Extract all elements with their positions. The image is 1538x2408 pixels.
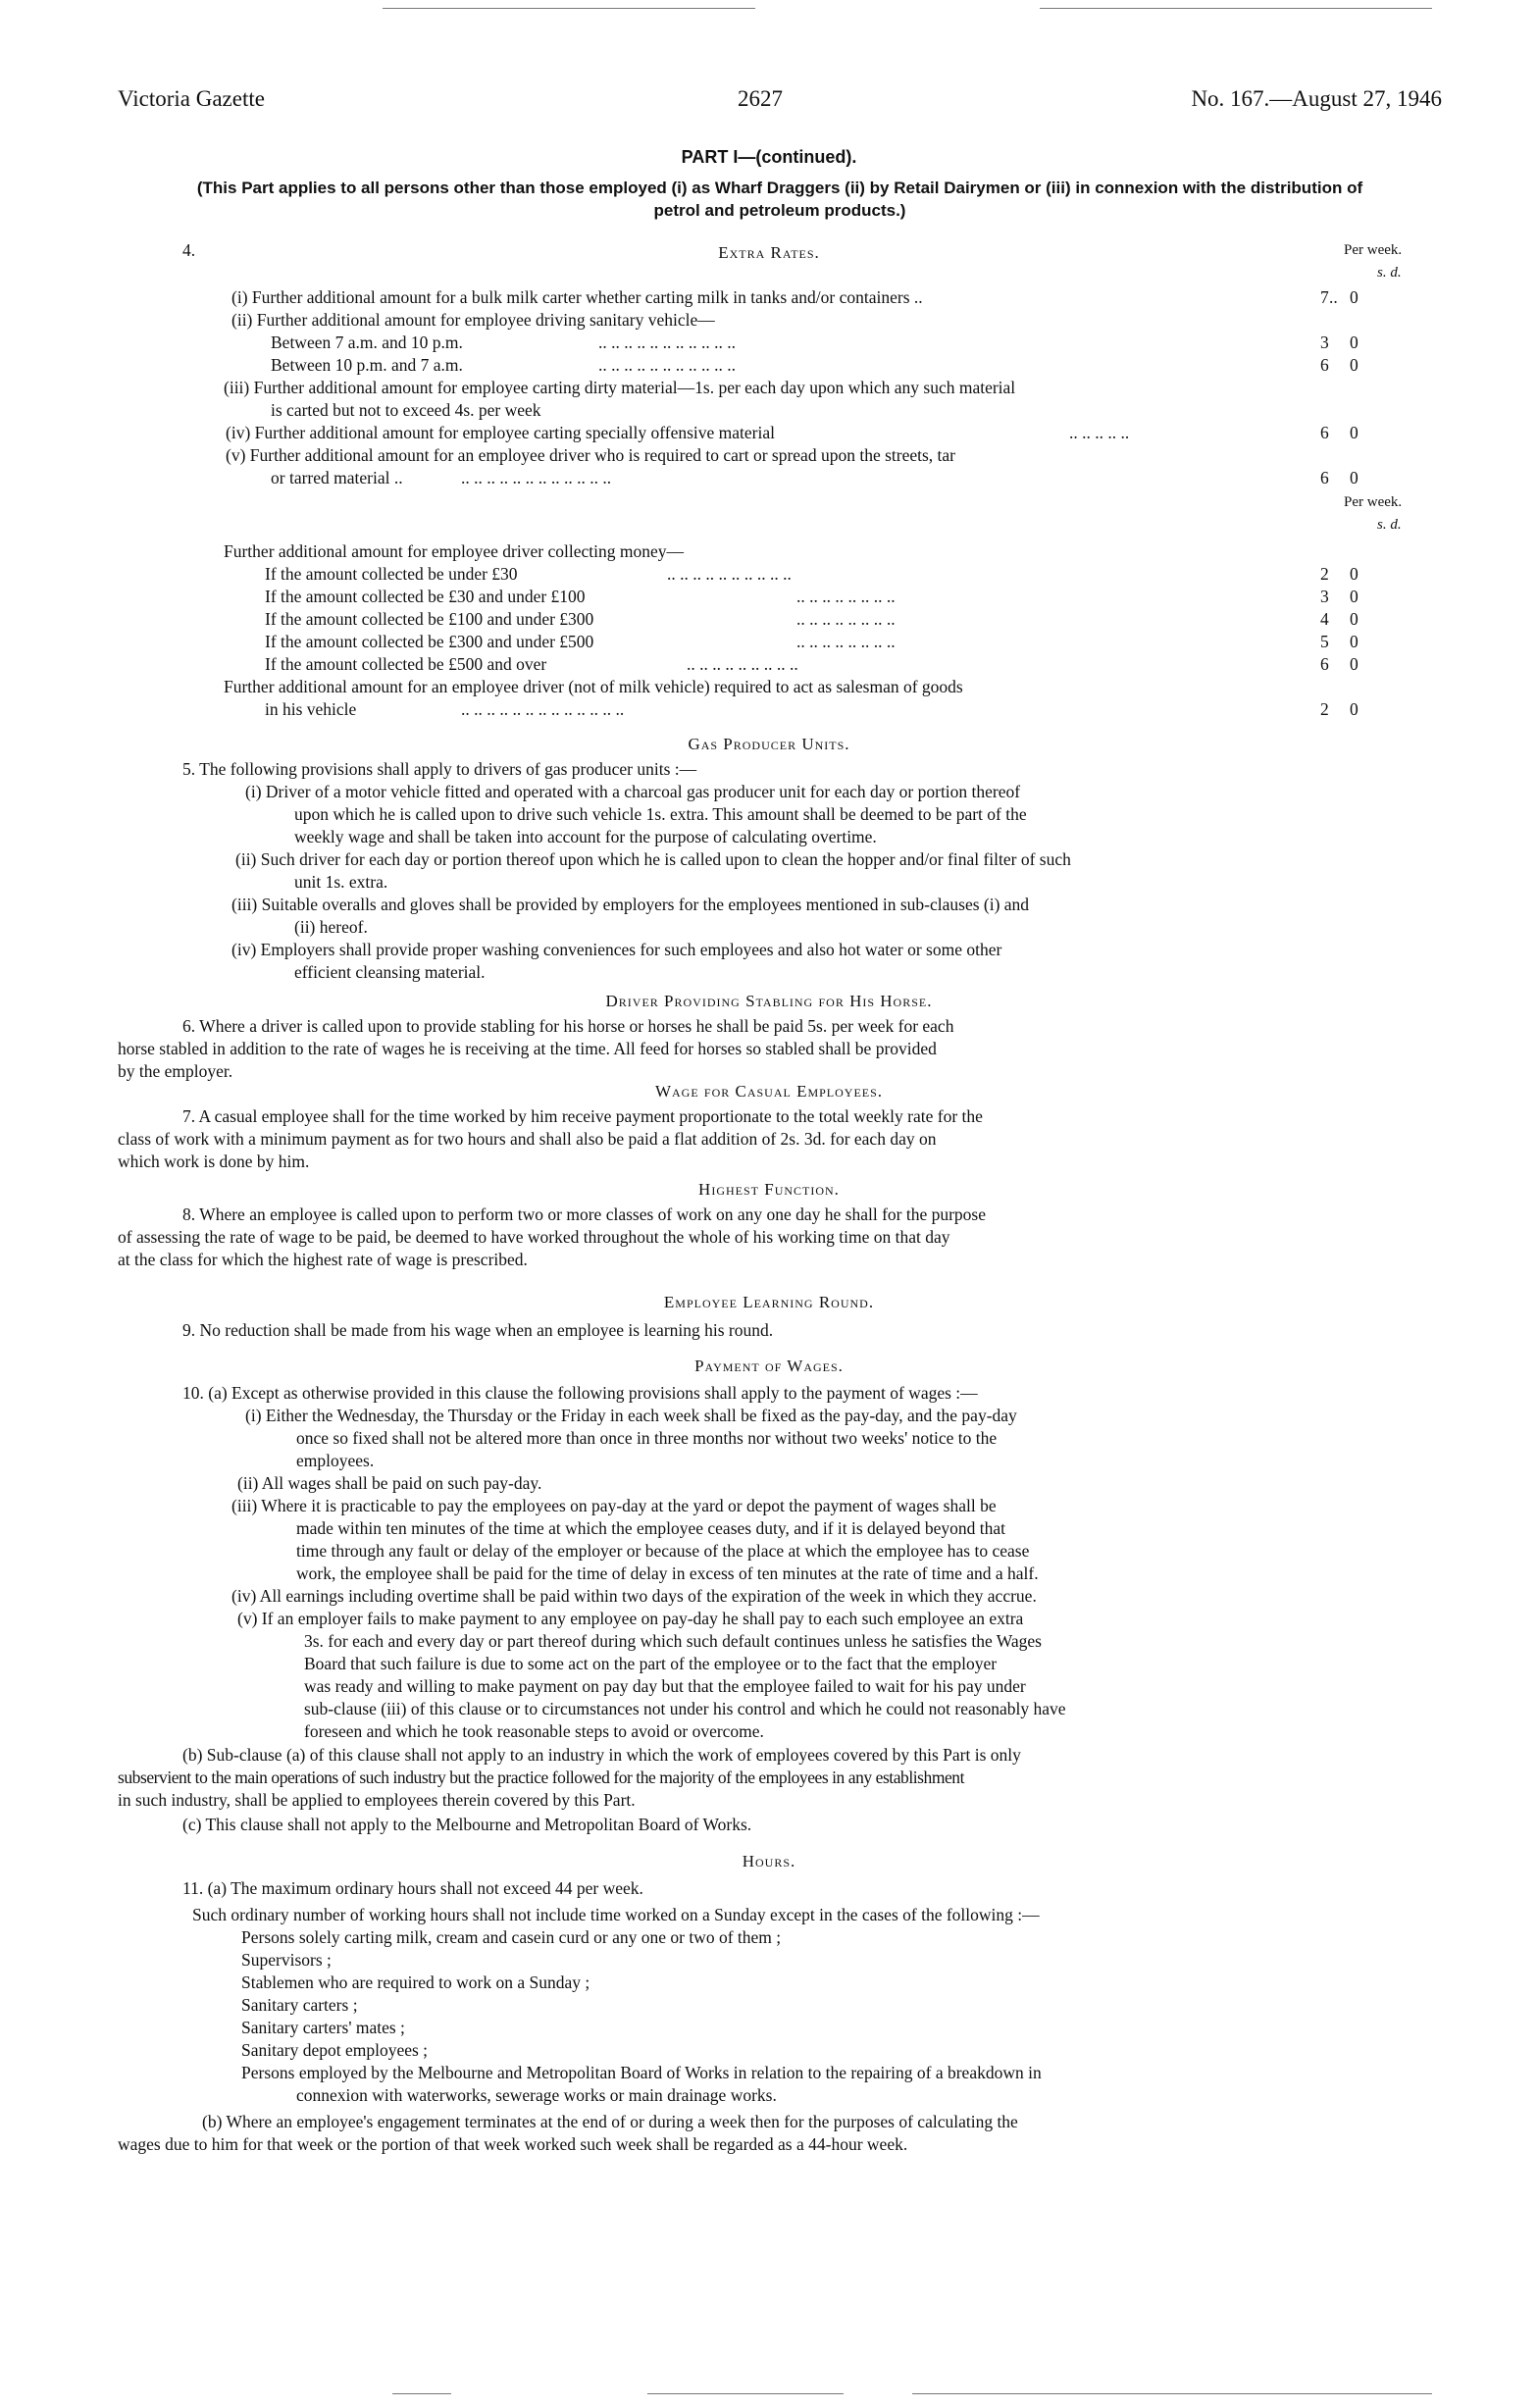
money-item-text: If the amount collected be under £30 xyxy=(265,564,518,584)
top-rule-right xyxy=(1040,8,1432,9)
clause-text: which work is done by him. xyxy=(118,1152,310,1171)
money-item-leader: .. .. .. .. .. .. .. .. .. .. xyxy=(667,564,792,584)
clause-text: Such ordinary number of working hours shall not include time worked on a Sunday except in the cases of the following :— xyxy=(192,1905,1040,1924)
clause-text: made within ten minutes of the time at which the employee ceases duty, and if it is delayed beyond that xyxy=(296,1518,1005,1538)
salesman-amount-s: 2 xyxy=(1320,699,1329,719)
section-heading-stabling: Driver Providing Stabling for His Horse. xyxy=(605,992,933,1010)
rate-item-leader: .. xyxy=(1329,287,1338,307)
clause-text: (ii) hereof. xyxy=(294,917,368,937)
clause-text: Supervisors ; xyxy=(241,1950,332,1970)
clause-text: 10. (a) Except as otherwise provided in this clause the following provisions shall apply to the payment of wages :— xyxy=(182,1383,978,1403)
rate-item-text: Between 7 a.m. and 10 p.m. xyxy=(271,333,463,352)
clause-text: (i) Driver of a motor vehicle fitted and operated with a charcoal gas producer unit for each day or portion thereof xyxy=(245,782,1021,801)
rate-amount-s: 6 xyxy=(1320,423,1329,442)
clause-text: (iii) Suitable overalls and gloves shall be provided by employers for the employees mentioned in sub-clauses (i) and xyxy=(231,895,1030,914)
column-heading: Per week. xyxy=(1344,242,1403,258)
money-item-leader: .. .. .. .. .. .. .. .. xyxy=(796,609,896,629)
clause-text: class of work with a minimum payment as for two hours and shall also be paid a flat addition of 2s. 3d. for each day on xyxy=(118,1129,937,1149)
money-amount-d: 0 xyxy=(1350,654,1359,674)
money-item-text: If the amount collected be £300 and under £500 xyxy=(265,632,594,651)
clause-text: once so fixed shall not be altered more than once in three months nor without two weeks' notice to the xyxy=(296,1428,998,1448)
salesman-leader: .. .. .. .. .. .. .. .. .. .. .. .. .. xyxy=(461,699,625,719)
money-amount-s: 4 xyxy=(1320,609,1329,629)
clause-text: (iii) Where it is practicable to pay the employees on pay-day at the yard or depot the payment of wages shall be xyxy=(231,1496,997,1515)
clause-text: (b) Where an employee's engagement terminates at the end of or during a week then for the purposes of calculating the xyxy=(202,2112,1018,2131)
clause-text: time through any fault or delay of the employer or because of the place at which the employee has to cease xyxy=(296,1541,1030,1561)
clause-text: was ready and willing to make payment on pay day but that the employee failed to wait for his pay under xyxy=(304,1676,1026,1696)
clause-text: work, the employee shall be paid for the time of delay in excess of ten minutes at the rate of time and a half. xyxy=(296,1563,1039,1583)
rate-amount-d: 0 xyxy=(1350,468,1359,487)
clause-text: efficient cleansing material. xyxy=(294,962,486,982)
clause-text: 11. (a) The maximum ordinary hours shall not exceed 44 per week. xyxy=(182,1878,643,1898)
section-heading-gas-producer: Gas Producer Units. xyxy=(688,735,850,753)
clause-text: Persons solely carting milk, cream and casein curd or any one or two of them ; xyxy=(241,1927,782,1947)
clause-text: Sanitary carters' mates ; xyxy=(241,2018,405,2037)
rate-item-text: (v) Further additional amount for an employee driver who is required to cart or spread upon the streets, tar xyxy=(226,445,955,465)
salesman-line: Further additional amount for an employee driver (not of milk vehicle) required to act as salesman of goods xyxy=(224,677,963,696)
column-units: s. d. xyxy=(1377,265,1402,281)
clause-text: 3s. for each and every day or part thereof during which such default continues unless he satisfies the Wages xyxy=(304,1631,1042,1651)
clause-text: (i) Either the Wednesday, the Thursday or the Friday in each week shall be fixed as the pay-day, and the pay-day xyxy=(245,1406,1017,1425)
clause-text: (ii) Such driver for each day or portion thereof upon which he is called upon to clean the hopper and/or final filter of such xyxy=(235,849,1071,869)
section-heading-casual: Wage for Casual Employees. xyxy=(654,1082,884,1101)
rate-amount-s: 6 xyxy=(1320,468,1329,487)
rate-item-text: Between 10 p.m. and 7 a.m. xyxy=(271,355,463,375)
clause-text: Stablemen who are required to work on a Sunday ; xyxy=(241,1973,590,1992)
rate-item-leader: .. .. .. .. .. .. .. .. .. .. .. .. xyxy=(461,468,612,487)
money-amount-d: 0 xyxy=(1350,587,1359,606)
clause-text: (v) If an employer fails to make payment to any employee on pay-day he shall pay to each such employee an extra xyxy=(237,1609,1024,1628)
clause-text: 8. Where an employee is called upon to perform two or more classes of work on any one day he shall for the purpose xyxy=(182,1204,987,1224)
rate-item-leader: .. .. .. .. .. xyxy=(1069,423,1130,442)
section-heading-highest-function: Highest Function. xyxy=(698,1180,840,1199)
page-header xyxy=(118,86,1442,116)
clause-text: 6. Where a driver is called upon to provide stabling for his horse or horses he shall be paid 5s. per week for each xyxy=(182,1016,954,1036)
clause-text: Sanitary carters ; xyxy=(241,1995,358,2015)
rate-amount-d: 0 xyxy=(1350,287,1359,307)
rate-amount-s: 7 xyxy=(1320,287,1329,307)
clause-text: foreseen and which he took reasonable steps to avoid or overcome. xyxy=(304,1721,764,1741)
part-note: (This Part applies to all persons other than those employed (i) as Wharf Draggers (ii) by Retail Dairymen or (iii) in connexion with the distribution of petrol and petroleum products.) xyxy=(196,179,1363,220)
rate-amount-d: 0 xyxy=(1350,333,1359,352)
rate-item-text: (i) Further additional amount for a bulk milk carter whether carting milk in tanks and/or containers .. xyxy=(231,287,923,307)
rate-amount-d: 0 xyxy=(1350,423,1359,442)
bottom-rule-center xyxy=(647,2393,844,2394)
column-units: s. d. xyxy=(1377,517,1402,533)
clause-text: upon which he is called upon to drive such vehicle 1s. extra. This amount shall be deemed to be part of the xyxy=(294,804,1027,824)
clause-text: connexion with waterworks, sewerage works or main drainage works. xyxy=(296,2085,777,2105)
part-title: PART I—(continued). xyxy=(681,147,857,167)
salesman-amount-d: 0 xyxy=(1350,699,1359,719)
rate-item-text: (ii) Further additional amount for employee driving sanitary vehicle— xyxy=(231,310,715,330)
clause-text: (c) This clause shall not apply to the Melbourne and Metropolitan Board of Works. xyxy=(182,1815,752,1834)
clause-text: subservient to the main operations of such industry but the practice followed for the majority of the employees in any establishment xyxy=(118,1768,965,1787)
rate-item-text: (iv) Further additional amount for employee carting specially offensive material xyxy=(226,423,775,442)
clause-text: of assessing the rate of wage to be paid, be deemed to have worked throughout the whole of his working time on that day xyxy=(118,1227,950,1247)
money-intro: Further additional amount for employee driver collecting money— xyxy=(224,541,684,561)
clause-text: in such industry, shall be applied to employees therein covered by this Part. xyxy=(118,1790,636,1810)
clause-text: Board that such failure is due to some act on the part of the employee or to the fact that the employer xyxy=(304,1654,998,1673)
money-item-leader: .. .. .. .. .. .. .. .. xyxy=(796,632,896,651)
clause-text: Persons employed by the Melbourne and Metropolitan Board of Works in relation to the repairing of a breakdown in xyxy=(241,2063,1042,2082)
clause-text: sub-clause (iii) of this clause or to circumstances not under his control and which he could not reasonably have xyxy=(304,1699,1066,1718)
clause-text: wages due to him for that week or the portion of that week worked such week shall be regarded as a 44-hour week. xyxy=(118,2134,908,2154)
section-heading-learning-round: Employee Learning Round. xyxy=(663,1293,875,1311)
money-amount-d: 0 xyxy=(1350,564,1359,584)
money-item-text: If the amount collected be £30 and under £100 xyxy=(265,587,586,606)
clause-text: 9. No reduction shall be made from his wage when an employee is learning his round. xyxy=(182,1320,774,1340)
rate-amount-s: 6 xyxy=(1320,355,1329,375)
money-amount-d: 0 xyxy=(1350,632,1359,651)
money-amount-s: 6 xyxy=(1320,654,1329,674)
bottom-rule-right xyxy=(912,2393,1432,2394)
publication-title: Victoria Gazette xyxy=(118,86,265,111)
page-number: 2627 xyxy=(738,86,783,111)
section-heading-hours: Hours. xyxy=(742,1852,796,1870)
money-item-text: If the amount collected be £100 and under £300 xyxy=(265,609,594,629)
clause-text: weekly wage and shall be taken into account for the purpose of calculating overtime. xyxy=(294,827,877,846)
top-rule-left xyxy=(383,8,755,9)
rate-amount-s: 3 xyxy=(1320,333,1329,352)
money-amount-s: 3 xyxy=(1320,587,1329,606)
clause-text: employees. xyxy=(296,1451,375,1470)
rate-item-text: is carted but not to exceed 4s. per week xyxy=(271,400,541,420)
money-item-leader: .. .. .. .. .. .. .. .. .. xyxy=(687,654,798,674)
clause-text: 5. The following provisions shall apply to drivers of gas producer units :— xyxy=(182,759,697,779)
rate-item-leader: .. .. .. .. .. .. .. .. .. .. .. xyxy=(598,355,736,375)
section-heading-payment: Payment of Wages. xyxy=(694,1357,844,1375)
clause-text: horse stabled in addition to the rate of wages he is receiving at the time. All feed for horses so stabled shall be provided xyxy=(118,1039,937,1058)
clause-text: at the class for which the highest rate of wage is prescribed. xyxy=(118,1250,528,1269)
column-heading: Per week. xyxy=(1344,494,1403,510)
money-amount-d: 0 xyxy=(1350,609,1359,629)
issue-date: No. 167.—August 27, 1946 xyxy=(1191,86,1442,111)
money-amount-s: 2 xyxy=(1320,564,1329,584)
clause-text: unit 1s. extra. xyxy=(294,872,388,892)
section-heading-extra-rates: Extra Rates. xyxy=(718,243,820,262)
clause-text: (iv) All earnings including overtime shall be paid within two days of the expiration of the week in which they accrue. xyxy=(231,1586,1037,1606)
rate-amount-d: 0 xyxy=(1350,355,1359,375)
rate-item-text: (iii) Further additional amount for employee carting dirty material—1s. per each day upon which any such material xyxy=(224,378,1016,397)
clause-text: (iv) Employers shall provide proper washing conveniences for such employees and also hot water or some other xyxy=(231,940,1002,959)
rate-item-leader: .. .. .. .. .. .. .. .. .. .. .. xyxy=(598,333,736,352)
money-item-text: If the amount collected be £500 and over xyxy=(265,654,547,674)
clause-text: 7. A casual employee shall for the time worked by him receive payment proportionate to the total weekly rate for the xyxy=(182,1106,983,1126)
clause-text: (ii) All wages shall be paid on such pay-day. xyxy=(237,1473,542,1493)
bottom-rule-left xyxy=(392,2393,451,2394)
clause-number: 4. xyxy=(182,240,196,260)
clause-text: Sanitary depot employees ; xyxy=(241,2040,429,2060)
rate-item-text: or tarred material .. xyxy=(271,468,403,487)
salesman-line: in his vehicle xyxy=(265,699,357,719)
money-item-leader: .. .. .. .. .. .. .. .. xyxy=(796,587,896,606)
clause-text: by the employer. xyxy=(118,1061,233,1081)
money-amount-s: 5 xyxy=(1320,632,1329,651)
clause-text: (b) Sub-clause (a) of this clause shall not apply to an industry in which the work of employees covered by this Part is only xyxy=(182,1745,1021,1765)
